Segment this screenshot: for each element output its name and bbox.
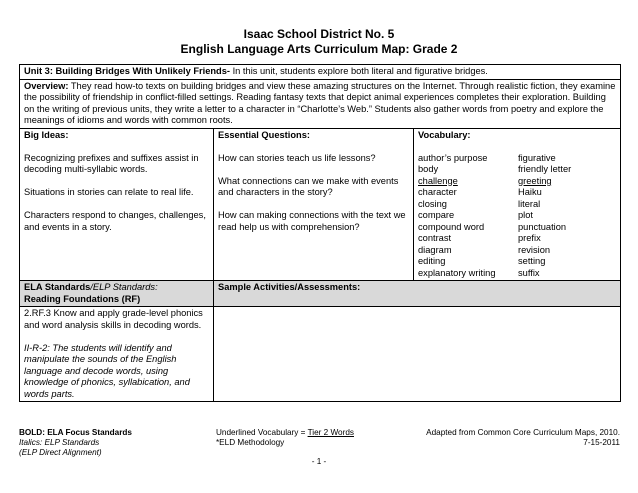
vocab-word: explanatory writing [418, 267, 496, 278]
vocab-word: compound word [418, 221, 485, 232]
vocab-word: prefix [518, 233, 541, 243]
vocab-word: closing [418, 198, 447, 209]
big-ideas-heading: Big Ideas: [24, 129, 69, 140]
essential-question-item: What connections can we make with events and characters in the story? [218, 175, 399, 197]
source-note: Adapted from Common Core Curriculum Maps, 2010. [426, 428, 620, 437]
vocab-word: plot [518, 210, 533, 220]
unit-text: In this unit, students explore both literal and figurative bridges. [230, 66, 488, 76]
big-idea-item: Situations in stories can relate to real life. [24, 187, 194, 197]
big-idea-item: Recognizing prefixes and suffixes assist in decoding multi-syllabic words. [24, 152, 199, 174]
vocab-legend: Underlined Vocabulary = [216, 428, 308, 437]
vocab-word: editing [418, 256, 446, 266]
standards-heading-cell [20, 281, 214, 307]
revision-date: 7-15-2011 [583, 438, 620, 447]
vocab-word: literal [518, 198, 541, 209]
unit-row [20, 65, 621, 80]
strand-heading: Reading Foundations (RF) [24, 293, 141, 304]
curriculum-map-table [19, 64, 621, 402]
vocab-word: author’s purpose [418, 152, 488, 163]
vocab-word: contrast [418, 233, 452, 243]
standards-cell [20, 307, 214, 402]
vocab-word: friendly letter [518, 164, 572, 174]
bold-legend: BOLD: ELA Focus Standards [19, 428, 132, 437]
unit-cell [20, 65, 621, 80]
activities-heading: Sample Activities/Assessments: [214, 281, 621, 307]
essential-questions-cell [214, 128, 414, 281]
activities-cell [214, 307, 621, 402]
essential-question-item: How can stories teach us life lessons? [218, 152, 376, 163]
vocab-word: diagram [418, 244, 452, 255]
vocab-word: revision [518, 244, 551, 255]
vocab-word: Haiku [518, 187, 542, 197]
tier2-legend: Tier 2 Words [307, 428, 354, 437]
vocabulary-heading: Vocabulary: [418, 129, 471, 140]
vocabulary-list [418, 153, 616, 280]
vocab-word: compare [418, 210, 455, 220]
vocab-word: setting [518, 256, 546, 266]
overview-row [20, 79, 621, 128]
overview-text: They read how-to texts on building bridges and view these amazing structures on the Internet. Through realistic fiction, they examine the possibility of friendship in conflict-filled settings. Reading fantasy texts that depict animal experiences completes their exploration. Building on the writing of previous units, they write a letter to a character in “Charlotte’s Web.” Students also gather words from poetry and explore the meanings of idioms and words with common roots. [24, 80, 616, 125]
big-idea-item: Characters respond to changes, challenges, and events in a story. [24, 210, 206, 232]
elp-standards-heading: /ELP Standards: [90, 282, 158, 292]
vocabulary-cell [414, 128, 621, 281]
vocab-word: figurative [518, 152, 556, 163]
vocab-word: suffix [518, 267, 540, 278]
standards-heading: ELA Standards [24, 282, 91, 292]
vocab-word: body [418, 164, 439, 174]
unit-label: Unit 3: Building Bridges With Unlikely Friends- [24, 66, 231, 76]
standards-heading-row [20, 281, 621, 307]
page-number: - 1 - [311, 457, 327, 466]
vocab-word: character [418, 187, 457, 197]
eld-legend: *ELD Methodology [216, 438, 285, 447]
document-header [0, 27, 638, 57]
standards-row [20, 307, 621, 402]
ideas-row [20, 128, 621, 281]
overview-cell [20, 79, 621, 128]
italic-legend-note: (ELP Direct Alignment) [19, 448, 102, 457]
document-title: English Language Arts Curriculum Map: Grade 2 [180, 42, 458, 56]
district-name: Isaac School District No. 5 [243, 27, 395, 41]
essential-question-item: How can making connections with the text we read help us with comprehension? [218, 210, 406, 232]
overview-label: Overview: [24, 80, 69, 91]
vocab-word: punctuation [518, 221, 567, 232]
vocab-word-tier2: greeting [518, 175, 552, 186]
standard-text: 2.RF.3 Know and apply grade-level phonics and word analysis skills in decoding words. [24, 308, 203, 330]
elp-standard-text: II-R-2: The students will identify and manipulate the sounds of the English language and decode words, using knowledge of phonics, syllabication, and words parts. [24, 342, 190, 399]
essential-questions-heading: Essential Questions: [218, 129, 310, 140]
italic-legend: Italics: ELP Standards [19, 438, 100, 447]
big-ideas-cell [20, 128, 214, 281]
vocab-word-tier2: challenge [418, 175, 458, 186]
